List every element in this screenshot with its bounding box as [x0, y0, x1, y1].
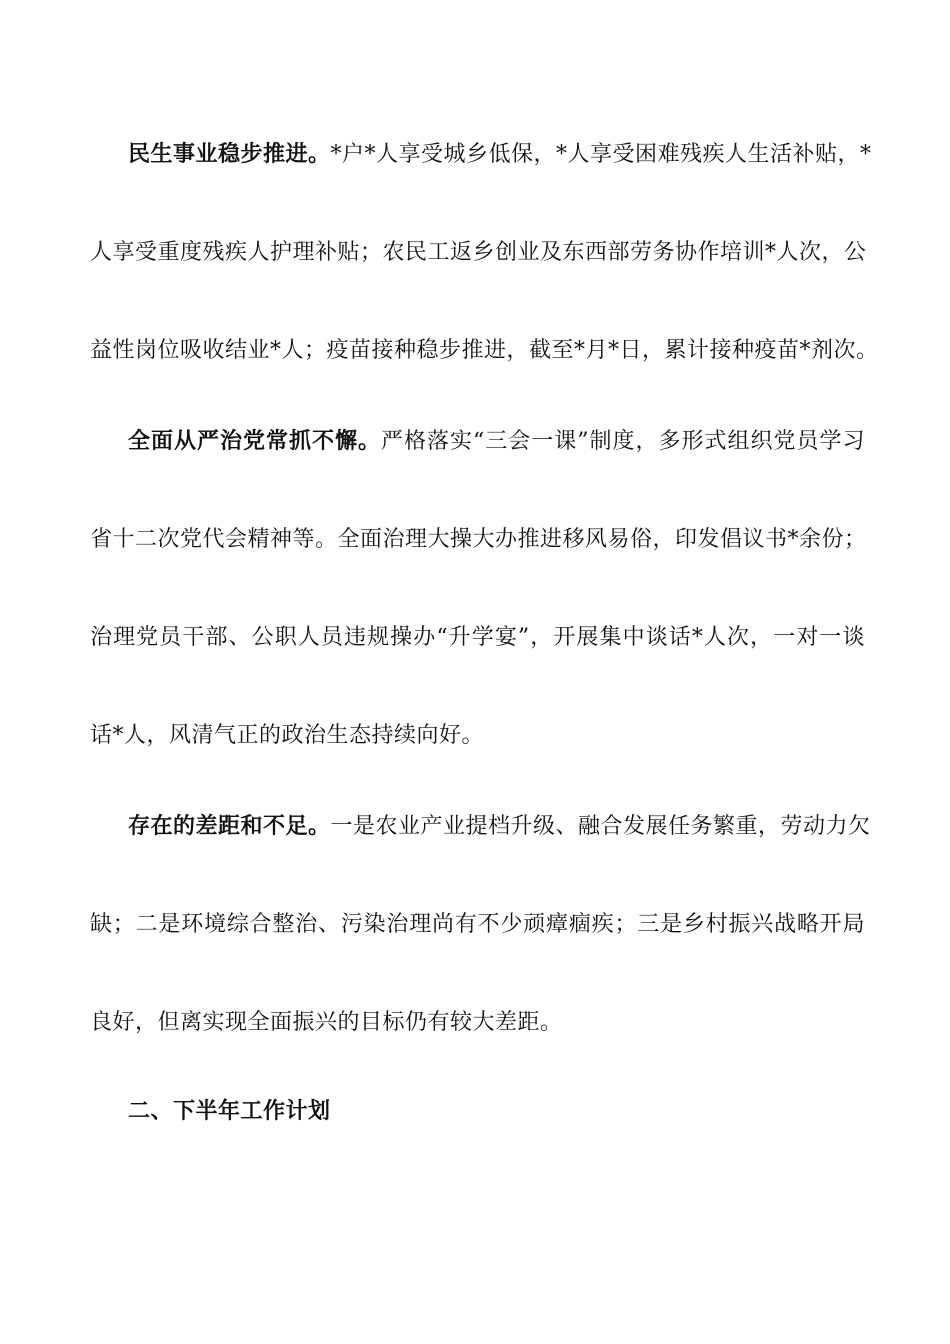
- paragraph-heading: 民生事业稳步推进。: [128, 142, 331, 167]
- paragraph-text: 一是农业产业提档升级、融合发展任务繁重，劳动力欠: [330, 814, 871, 839]
- paragraph-line: [128, 812, 871, 842]
- paragraph-line: [128, 140, 872, 170]
- paragraph-heading: 全面从严治党常抓不懈。: [128, 429, 381, 454]
- section-heading: 二、下半年工作计划: [128, 1099, 331, 1124]
- paragraph-line: 人享受重度残疾人护理补贴；农民工返乡创业及东西部劳务协作培训*人次，公: [90, 240, 867, 265]
- paragraph-line: 省十二次党代会精神等。全面治理大操大办推进移风易俗，印发倡议书*余份；: [90, 527, 867, 552]
- paragraph-line: 益性岗位吸收结业*人；疫苗接种稳步推进，截至*月*日，累计接种疫苗*剂次。: [90, 338, 879, 363]
- paragraph-line: [128, 427, 865, 457]
- paragraph-line: 良好，但离实现全面振兴的目标仍有较大差距。: [90, 1010, 563, 1035]
- paragraph-line: 话*人，风清气正的政治生态持续向好。: [90, 723, 485, 748]
- paragraph-line: 治理党员干部、公职人员违规操办“升学宴”，开展集中谈话*人次，一对一谈: [90, 625, 865, 650]
- paragraph-heading: 存在的差距和不足。: [128, 814, 331, 839]
- paragraph-text: 严格落实“三会一课”制度，多形式组织党员学习: [381, 429, 865, 454]
- paragraph-line: 缺；二是环境综合整治、污染治理尚有不少顽瘴痼疾；三是乡村振兴战略开局: [90, 912, 865, 937]
- paragraph-text: *户*人享受城乡低保，*人享受困难残疾人生活补贴，*: [330, 142, 872, 167]
